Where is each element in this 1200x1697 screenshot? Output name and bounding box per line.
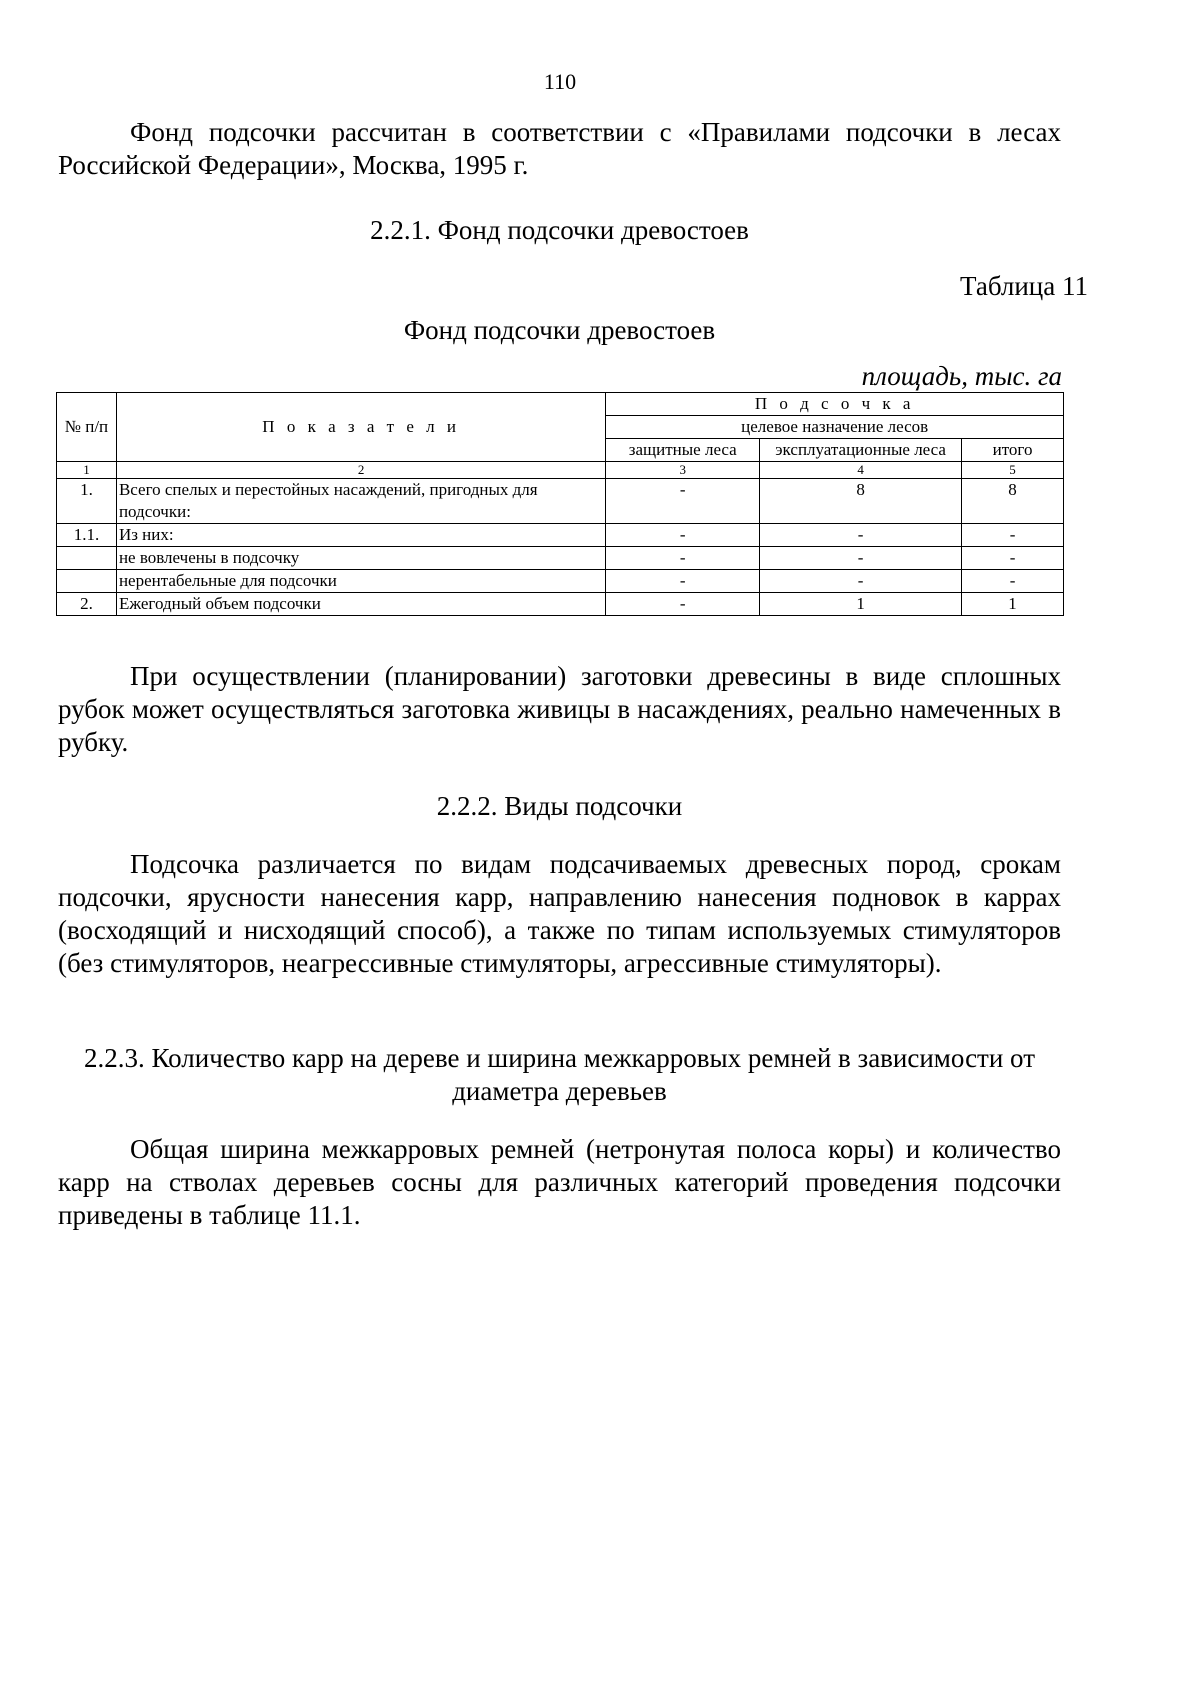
col-number: 5 [962, 462, 1064, 479]
row-num: 1.1. [57, 524, 117, 547]
row-total: 8 [962, 479, 1064, 524]
table-label: Таблица 11 [960, 271, 1088, 301]
section-heading-2-2-1: 2.2.1. Фонд подсочки древостоев [370, 215, 749, 245]
header-exploitation: эксплуатационные леса [760, 439, 962, 462]
header-protective: защитные леса [606, 439, 760, 462]
section-2-2-2-paragraph: Подсочка различается по видам подсачиваемых древесных пород, срокам подсочки, ярусности нанесения карр, направлению нанесения подновок в каррах (восходящий и нисходящий способ), а также по типам используемых стимуляторов (без стимуляторов, неагрессивные стимуляторы, агрессивные стимуляторы). [58, 849, 1061, 978]
header-total: итого [962, 439, 1064, 462]
row-protective: - [606, 547, 760, 570]
table-row [57, 479, 1064, 524]
row-total: - [962, 547, 1064, 570]
row-label: не вовлечены в подсочку [116, 547, 605, 570]
table-title: Фонд подсочки древостоев [403, 315, 716, 345]
row-num [57, 570, 117, 593]
row-exploitation: 1 [760, 593, 962, 616]
section-2-2-3-paragraph: Общая ширина межкарровых ремней (нетронутая полоса коры) и количество карр на стволах деревьев сосны для различных категорий проведения подсочки приведены в таблице 11.1. [58, 1134, 1061, 1230]
row-label: Из них: [116, 524, 605, 547]
table-row [57, 570, 1064, 593]
row-num: 2. [57, 593, 117, 616]
page-number: 110 [543, 69, 577, 94]
row-protective: - [606, 570, 760, 593]
row-protective: - [606, 479, 760, 524]
col-number: 4 [760, 462, 962, 479]
clearcut-paragraph: При осуществлении (планировании) заготовки древесины в виде сплошных рубок может осуществляться заготовка живицы в насаждениях, реально намеченных в рубку. [58, 661, 1061, 757]
intro-paragraph: Фонд подсочки рассчитан в соответствии с «Правилами подсочки в лесах Российской Федерации», Москва, 1995 г. [58, 117, 1061, 180]
row-total: - [962, 524, 1064, 547]
row-total: 1 [962, 593, 1064, 616]
row-label: нерентабельные для подсочки [116, 570, 605, 593]
section-heading-2-2-3 [58, 1042, 1061, 1108]
row-num: 1. [57, 479, 117, 524]
table-units: площадь, тыс. га [861, 361, 1062, 391]
column-number-row [57, 462, 1064, 479]
col-number: 2 [116, 462, 605, 479]
table-header-row-1 [57, 393, 1064, 416]
row-label: Ежегодный объем подсочки [116, 593, 605, 616]
row-exploitation: - [760, 524, 962, 547]
row-exploitation: - [760, 547, 962, 570]
table-row [57, 547, 1064, 570]
header-group: П о д с о ч к а [606, 393, 1064, 416]
header-num: № п/п [57, 393, 117, 462]
fund-table [56, 392, 1064, 616]
row-total: - [962, 570, 1064, 593]
row-label: Всего спелых и перестойных насаждений, пригодных для подсочки: [116, 479, 605, 524]
section-heading-2-2-3-line1: 2.2.3. Количество карр на дереве и ширина межкарровых ремней в зависимости от [83, 1043, 1035, 1073]
row-exploitation: 8 [760, 479, 962, 524]
table-row [57, 593, 1064, 616]
col-number: 3 [606, 462, 760, 479]
col-number: 1 [57, 462, 117, 479]
row-protective: - [606, 593, 760, 616]
row-protective: - [606, 524, 760, 547]
header-subgroup: целевое назначение лесов [606, 416, 1064, 439]
table-row [57, 524, 1064, 547]
row-num [57, 547, 117, 570]
header-indicators: П о к а з а т е л и [116, 393, 605, 462]
row-exploitation: - [760, 570, 962, 593]
section-heading-2-2-3-line2: диаметра деревьев [452, 1076, 667, 1106]
section-heading-2-2-2: 2.2.2. Виды подсочки [436, 791, 683, 821]
